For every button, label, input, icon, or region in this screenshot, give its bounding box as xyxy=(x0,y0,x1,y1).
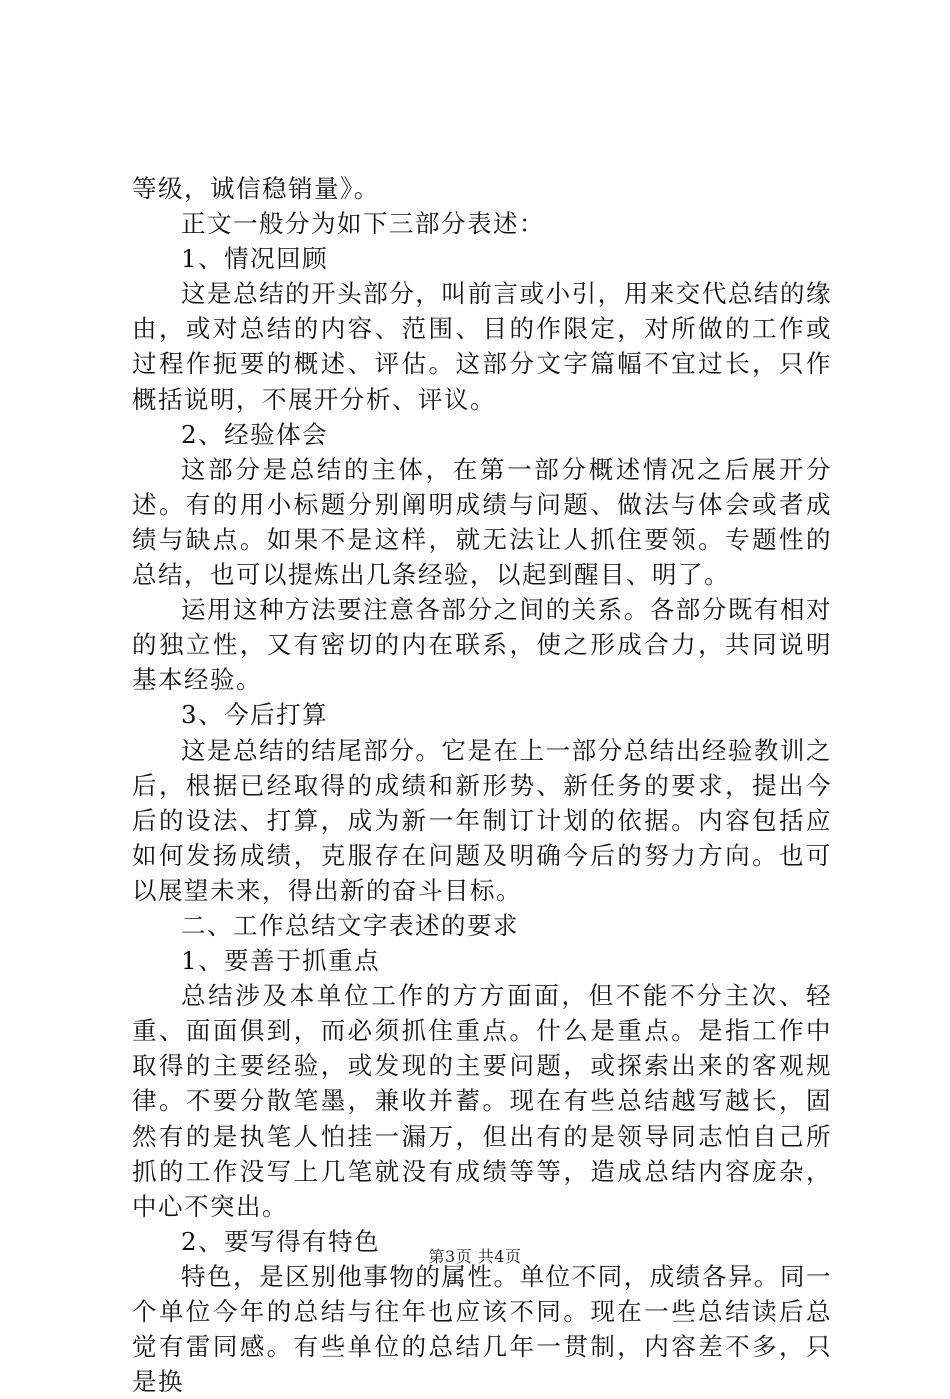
paragraph: 正文一般分为如下三部分表述： xyxy=(181,209,545,239)
paragraph: 运用这种方法要注意各部分之间的关系。各部分既有相对的独立性，又有密切的内在联系，使之形成合力，共同说明基本经验。 xyxy=(132,595,832,695)
paragraph: 这部分是总结的主体，在第一部分概述情况之后展开分述。有的用小标题分别阐明成绩与问题、做法与体会或者成绩与缺点。如果不是这样，就无法让人抓住要领。专题性的总结，也可以提炼出几条经验，以起到醒目、明了。 xyxy=(132,454,832,590)
paragraph: 等级，诚信稳销量》。 xyxy=(132,174,380,203)
paragraph: 特色，是区别他事物的属性。单位不同，成绩各异。同一个单位今年的总结与往年也应该不同。现在一些总结读后总觉有雷同感。有些单位的总结几年一贯制，内容差不多，只是换 xyxy=(132,1261,832,1397)
paragraph: 2、经验体会 xyxy=(181,419,329,449)
paragraph: 1、情况回顾 xyxy=(181,244,329,274)
paragraph: 这是总结的开头部分，叫前言或小引，用来交代总结的缘由，或对总结的内容、范围、目的作限定，对所做的工作或过程作扼要的概述、评估。这部分文字篇幅不宜过长，只作概括说明，不展开分析、评议。 xyxy=(132,279,832,414)
paragraph: 1、要善于抓重点 xyxy=(181,946,381,976)
paragraph: 3、今后打算 xyxy=(181,700,329,730)
page-footer: 第3页 共4页 xyxy=(428,1247,522,1266)
paragraph: 二、工作总结文字表述的要求 xyxy=(181,910,519,940)
paragraph: 2、要写得有特色 xyxy=(181,1226,381,1256)
paragraph: 这是总结的结尾部分。它是在上一部分总结出经验教训之后，根据已经取得的成绩和新形势、新任务的要求，提出今后的设法、打算，成为新一年制订计划的依据。内容包括应如何发扬成绩，克服存在问题及明确今后的努力方向。也可以展望未来，得出新的奋斗目标。 xyxy=(132,735,832,905)
paragraph: 总结涉及本单位工作的方方面面，但不能不分主次、轻重、面面俱到，而必须抓住重点。什么是重点。是指工作中取得的主要经验，或发现的主要问题，或探索出来的客观规律。不要分散笔墨，兼收并蓄。现在有些总结越写越长，固然有的是执笔人怕挂一漏万，但出有的是领导同志怕自己所抓的工作没写上几笔就没有成绩等等，造成总结内容庞杂，中心不突出。 xyxy=(132,981,832,1221)
document-body xyxy=(132,171,832,1399)
